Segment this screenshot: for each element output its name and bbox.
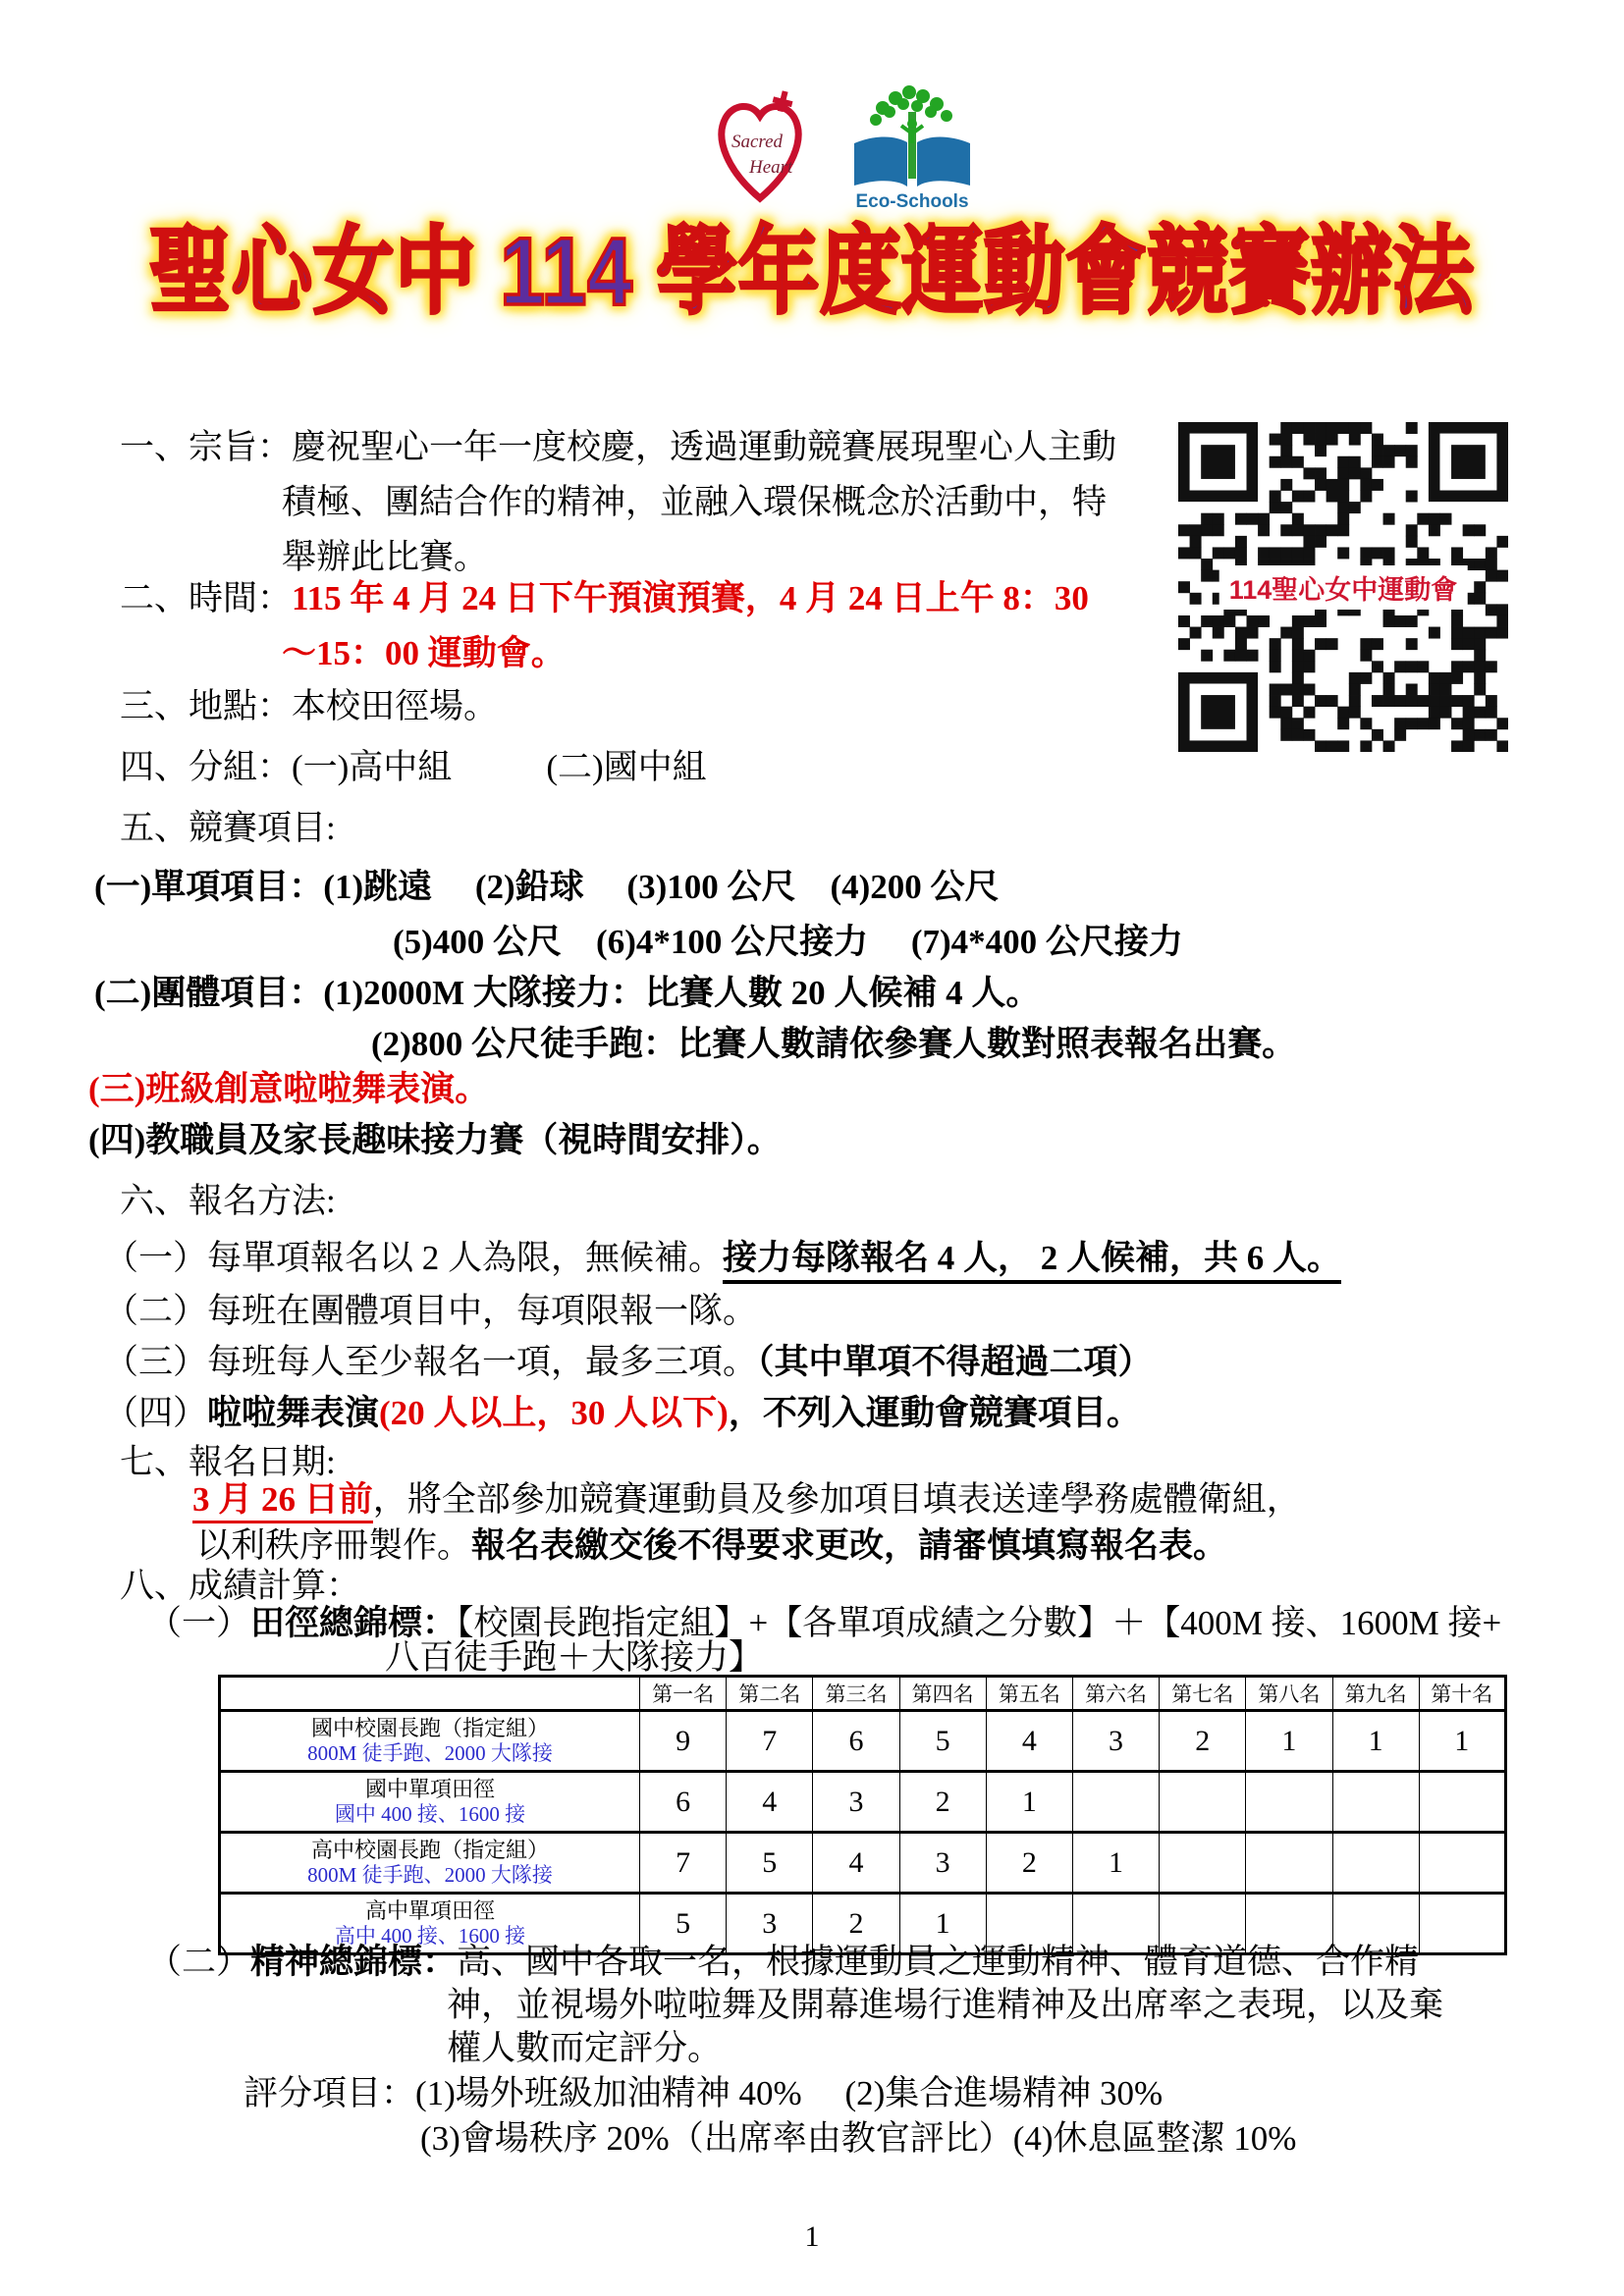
person-figure xyxy=(901,119,923,143)
scoring-item-2-line-2: 神，並視場外啦啦舞及開幕進場行進精神及出席率之表現，以及棄 xyxy=(447,1986,1444,2024)
signup-header: 六、報名方法: xyxy=(120,1182,336,1220)
time-line-1 xyxy=(120,578,1089,619)
events-fun: (四)教職員及家長趣味接力賽（視時間安排）。 xyxy=(88,1121,782,1159)
score-cell xyxy=(1419,1772,1505,1833)
scoring-2-prefix: （二） xyxy=(147,1943,251,1981)
score-cell: 1 xyxy=(986,1772,1072,1833)
signup-item-4 xyxy=(104,1393,1141,1434)
events-header: 五、競賽項目: xyxy=(120,809,336,847)
table-header-row xyxy=(220,1677,1506,1711)
score-cell xyxy=(1246,1772,1332,1833)
score-cell xyxy=(1246,1833,1332,1894)
signup-4-red: (20 人以上，30 人以下) xyxy=(379,1394,729,1432)
signup-4-bold-2: ，不列入運動會競賽項目。 xyxy=(728,1394,1141,1432)
heart-outline xyxy=(722,106,798,198)
signup-3-bold: （其中單項不得超過二項） xyxy=(757,1343,1153,1381)
groups-text-2: (二)國中組 xyxy=(546,748,707,786)
deadline-line-1 xyxy=(192,1479,1301,1521)
signup-4-bold-1: 啦啦舞表演 xyxy=(207,1394,380,1432)
score-cell: 4 xyxy=(986,1711,1072,1772)
scoring-item-1-line-2: 八百徒手跑＋大隊接力】 xyxy=(385,1638,764,1677)
score-cell xyxy=(1332,1833,1419,1894)
scoring-2-rest: 高、國中各取一名，根據運動員之運動精神、體育道德、合作精 xyxy=(457,1943,1420,1981)
qr-label: 114聖心女中運動會 xyxy=(1219,565,1468,610)
scoring-1-rest: 【校園長跑指定組】+【各單項成績之分數】＋【400M 接、1600M 接+ xyxy=(457,1604,1502,1642)
rank-header: 第八名 xyxy=(1246,1677,1332,1711)
score-row xyxy=(220,1711,1506,1772)
deadline-date: 3 月 26 日前 xyxy=(192,1480,373,1523)
signup-4-prefix: （四） xyxy=(104,1394,208,1432)
page-number: 1 xyxy=(804,2220,820,2253)
rank-header: 第七名 xyxy=(1160,1677,1246,1711)
sacred-text: Sacred xyxy=(731,132,784,152)
groups-text-1: 四、分組：(一)高中組 xyxy=(120,748,453,786)
score-cell: 2 xyxy=(813,1894,899,1954)
score-cell: 3 xyxy=(813,1772,899,1833)
eco-schools-text: Eco-Schools xyxy=(855,191,969,212)
events-team-2: (2)800 公尺徒手跑：比賽人數請依參賽人數對照表報名出賽。 xyxy=(371,1025,1297,1063)
score-cell: 4 xyxy=(727,1772,813,1833)
eco-schools-logo xyxy=(839,82,986,212)
purpose-text-1: 慶祝聖心一年一度校慶，透過運動競賽展現聖心人主動 xyxy=(292,428,1117,466)
rank-header: 第十名 xyxy=(1419,1677,1505,1711)
purpose-line-3: 舉辦此比賽。 xyxy=(282,538,489,576)
time-label: 二、時間： xyxy=(120,579,293,617)
purpose-line-2: 積極、團結合作的精神，並融入環保概念於活動中，特 xyxy=(282,483,1108,521)
score-cell xyxy=(1160,1772,1246,1833)
rank-header: 第三名 xyxy=(813,1677,899,1711)
score-cell: 1 xyxy=(1332,1711,1419,1772)
rank-header: 第二名 xyxy=(727,1677,813,1711)
scoring-2-bold: 精神總錦標： xyxy=(250,1943,458,1981)
scoring-1-bold: 田徑總錦標： xyxy=(250,1604,458,1642)
score-cell: 7 xyxy=(727,1711,813,1772)
score-cell xyxy=(1332,1772,1419,1833)
rank-header: 第四名 xyxy=(899,1677,986,1711)
purpose-line-1 xyxy=(120,427,1116,468)
time-text-1: 115 年 4 月 24 日下午預演預賽，4 月 24 日上午 8：30 xyxy=(292,579,1089,617)
signup-item-1 xyxy=(104,1238,1341,1279)
deadline-rest: ，將全部參加競賽運動員及參加項目填表送達學務處體衛組， xyxy=(372,1480,1301,1519)
score-cell: 7 xyxy=(640,1833,727,1894)
sacred-heart-logo xyxy=(705,88,815,208)
deadline-line-2 xyxy=(196,1525,1227,1567)
event-label-cell: 高中單項田徑 高中 400 接、1600 接 xyxy=(220,1894,640,1954)
score-cell: 3 xyxy=(1072,1711,1159,1772)
groups-line xyxy=(120,747,707,788)
scoring-item-1 xyxy=(147,1603,1501,1644)
scoring-item-2-line-3: 權人數而定評分。 xyxy=(447,2029,723,2067)
score-cell: 4 xyxy=(813,1833,899,1894)
score-cell: 1 xyxy=(1419,1711,1505,1772)
heart-text: Heart xyxy=(749,157,793,178)
rank-header: 第六名 xyxy=(1072,1677,1159,1711)
scoring-item-2 xyxy=(147,1942,1419,1983)
location-line: 三、地點：本校田徑場。 xyxy=(120,687,499,725)
score-cell: 5 xyxy=(727,1833,813,1894)
criteria-line-1: 評分項目：(1)場外班級加油精神 40% (2)集合進場精神 30% xyxy=(244,2074,1164,2112)
qr-code xyxy=(1178,422,1508,752)
score-cell: 3 xyxy=(899,1833,986,1894)
score-cell xyxy=(1072,1772,1159,1833)
page-title: 聖心女中 114 學年度運動會競賽辦法 xyxy=(149,218,1475,325)
score-cell: 5 xyxy=(899,1711,986,1772)
corner-cell xyxy=(220,1677,640,1711)
event-label-cell: 國中單項田徑 國中 400 接、1600 接 xyxy=(220,1772,640,1833)
signup-item-2: （二）每班在團體項目中，每項限報一隊。 xyxy=(104,1292,758,1330)
score-cell: 2 xyxy=(899,1772,986,1833)
score-cell: 3 xyxy=(727,1894,813,1954)
rank-header: 第九名 xyxy=(1332,1677,1419,1711)
deadline-2-normal: 以利秩序冊製作。 xyxy=(196,1526,472,1565)
time-line-2: ～15：00 運動會。 xyxy=(282,634,566,672)
deadline-2-bold: 報名表繳交後不得要求更改，請審慎填寫報名表。 xyxy=(471,1526,1228,1565)
signup-3-normal: （三）每班每人至少報名一項，最多三項。 xyxy=(104,1343,758,1381)
score-table xyxy=(218,1675,1507,1955)
events-dance: (三)班級創意啦啦舞表演。 xyxy=(88,1070,490,1108)
score-cell: 6 xyxy=(813,1711,899,1772)
score-cell: 5 xyxy=(640,1894,727,1954)
deadline-header: 七、報名日期: xyxy=(120,1443,336,1481)
signup-1-bold-underline: 接力每隊報名 4 人， 2 人候補，共 6 人。 xyxy=(723,1239,1341,1284)
score-cell xyxy=(1419,1894,1505,1954)
rank-header: 第一名 xyxy=(640,1677,727,1711)
scoring-1-prefix: （一） xyxy=(147,1604,251,1642)
score-cell xyxy=(1160,1833,1246,1894)
purpose-label: 一、宗旨： xyxy=(120,428,293,466)
score-cell: 2 xyxy=(1160,1711,1246,1772)
event-label-cell: 國中校園長跑（指定組） 800M 徒手跑、2000 大隊接 xyxy=(220,1711,640,1772)
score-cell: 1 xyxy=(1246,1711,1332,1772)
score-cell: 2 xyxy=(986,1833,1072,1894)
score-row xyxy=(220,1833,1506,1894)
events-team-1: (二)團體項目：(1)2000M 大隊接力：比賽人數 20 人候補 4 人。 xyxy=(94,974,1041,1012)
score-cell: 9 xyxy=(640,1711,727,1772)
rank-header: 第五名 xyxy=(986,1677,1072,1711)
signup-1-normal: （一）每單項報名以 2 人為限，無候補。 xyxy=(104,1239,724,1277)
score-row xyxy=(220,1772,1506,1833)
score-cell: 6 xyxy=(640,1772,727,1833)
events-single-2: (5)400 公尺 (6)4*100 公尺接力 (7)4*400 公尺接力 xyxy=(393,923,1183,961)
score-cell: 1 xyxy=(1072,1833,1159,1894)
events-single-1: (一)單項項目：(1)跳遠 (2)鉛球 (3)100 公尺 (4)200 公尺 xyxy=(94,868,1000,906)
score-cell: 1 xyxy=(899,1894,986,1954)
event-label-cell: 高中校園長跑（指定組） 800M 徒手跑、2000 大隊接 xyxy=(220,1833,640,1894)
criteria-line-2: (3)會場秩序 20%（出席率由教官評比）(4)休息區整潔 10% xyxy=(420,2119,1297,2158)
scoring-header: 八、成績計算： xyxy=(120,1567,361,1605)
signup-item-3 xyxy=(104,1342,1153,1383)
score-cell xyxy=(1419,1833,1505,1894)
